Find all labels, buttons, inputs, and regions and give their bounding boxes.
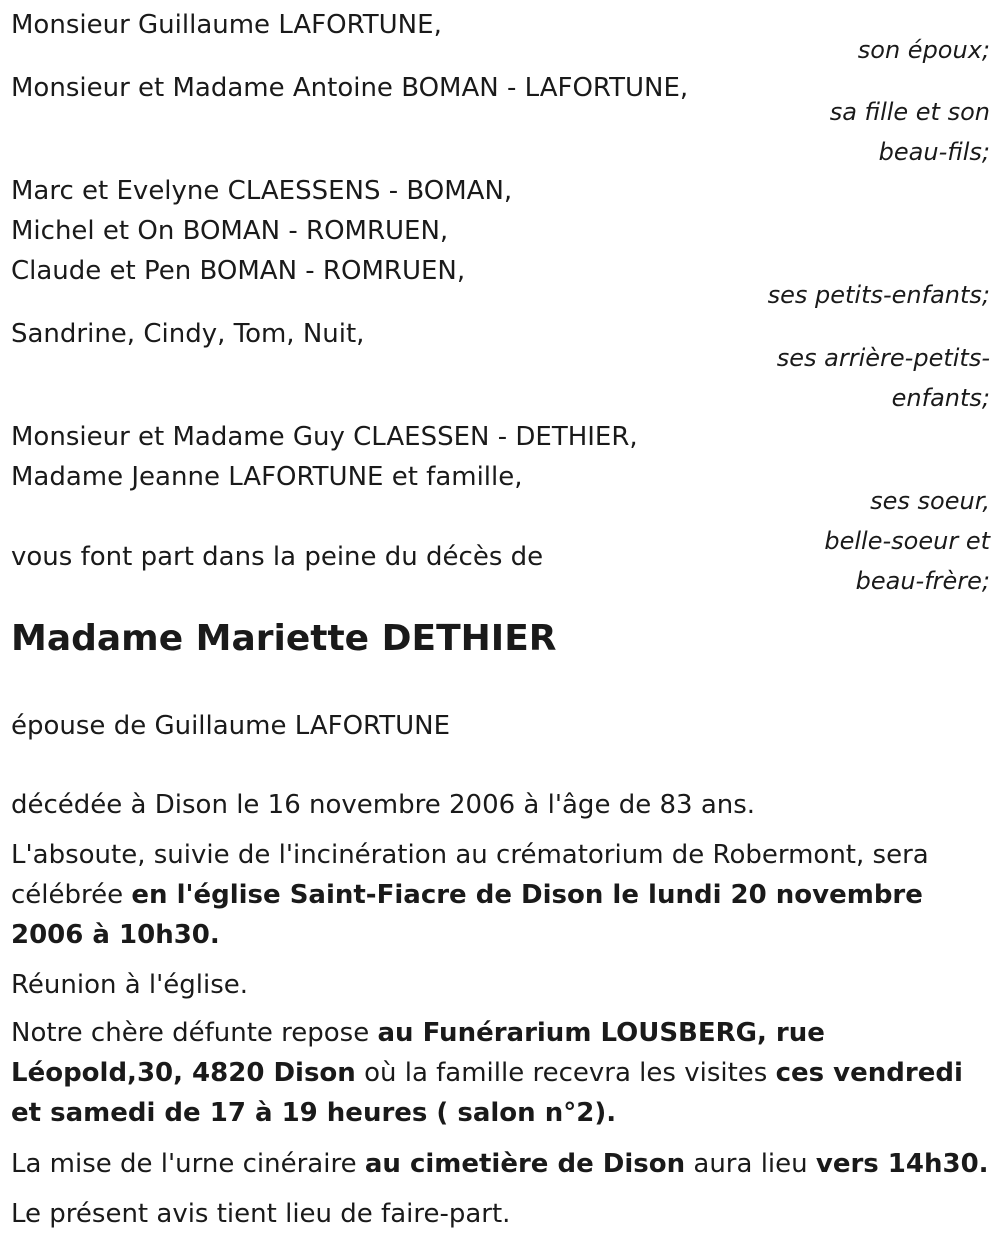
family-line-sibling-2: Madame Jeanne LAFORTUNE et famille,: [11, 462, 523, 492]
relation-great-grandchildren-line-1: ses arrière-petits-: [776, 344, 990, 372]
family-line-grandchild-3: Claude et Pen BOMAN - ROMRUEN,: [11, 256, 466, 286]
relation-daughter-line-1: sa fille et son: [829, 98, 990, 126]
repose-intro: Notre chère défunte repose: [11, 1018, 378, 1048]
relation-grandchildren: ses petits-enfants;: [767, 281, 990, 309]
death-line: décédée à Dison le 16 novembre 2006 à l'âge de 83 ans.: [11, 790, 756, 820]
urne-intro: La mise de l'urne cinéraire: [11, 1149, 365, 1179]
spouse-line: épouse de Guillaume LAFORTUNE: [11, 711, 451, 741]
relation-siblings-line-1: ses soeur,: [870, 487, 990, 515]
absoute-location-date: en l'église Saint-Fiacre de Dison le lundi 20 novembre 2006 à 10h30.: [11, 880, 923, 950]
absoute-paragraph: [11, 835, 993, 955]
family-line-husband: Monsieur Guillaume LAFORTUNE,: [11, 10, 442, 40]
relation-great-grandchildren-line-2: enfants;: [891, 384, 990, 412]
relation-daughter-line-2: beau-fils;: [878, 138, 990, 166]
family-line-sibling-1: Monsieur et Madame Guy CLAESSEN - DETHIER,: [11, 422, 638, 452]
repose-mid: où la famille recevra les visites: [355, 1058, 776, 1088]
urne-time: vers 14h30.: [815, 1149, 989, 1179]
deceased-name: Madame Mariette DETHIER: [11, 618, 557, 659]
absoute-intro: L'absoute, suivie de l'incinération au crématorium de Robermont, sera célébrée: [11, 840, 929, 910]
family-line-grandchild-1: Marc et Evelyne CLAESSENS - BOMAN,: [11, 176, 513, 206]
closing-line: Le présent avis tient lieu de faire-part.: [11, 1199, 511, 1229]
urne-mid: aura lieu: [685, 1149, 816, 1179]
repose-paragraph: [11, 1013, 993, 1133]
relation-siblings-line-3: beau-frère;: [855, 567, 990, 595]
urne-location: au cimetière de Dison: [364, 1149, 686, 1179]
family-line-grandchild-2: Michel et On BOMAN - ROMRUEN,: [11, 216, 449, 246]
urne-paragraph: [11, 1144, 993, 1184]
repose-location: au Funérarium LOUSBERG, rue Léopold,30, 4820 Dison: [11, 1018, 825, 1088]
relation-spouse: son époux;: [857, 36, 990, 64]
announcement-line: vous font part dans la peine du décès de: [11, 542, 544, 572]
family-line-great-grandchildren: Sandrine, Cindy, Tom, Nuit,: [11, 319, 365, 349]
reunion-line: Réunion à l'église.: [11, 970, 249, 1000]
repose-visiting-hours: ces vendredi et samedi de 17 à 19 heures ( salon n°2).: [11, 1058, 963, 1128]
family-line-daughter: Monsieur et Madame Antoine BOMAN - LAFORTUNE,: [11, 73, 689, 103]
relation-siblings-line-2: belle-soeur et: [824, 527, 990, 555]
